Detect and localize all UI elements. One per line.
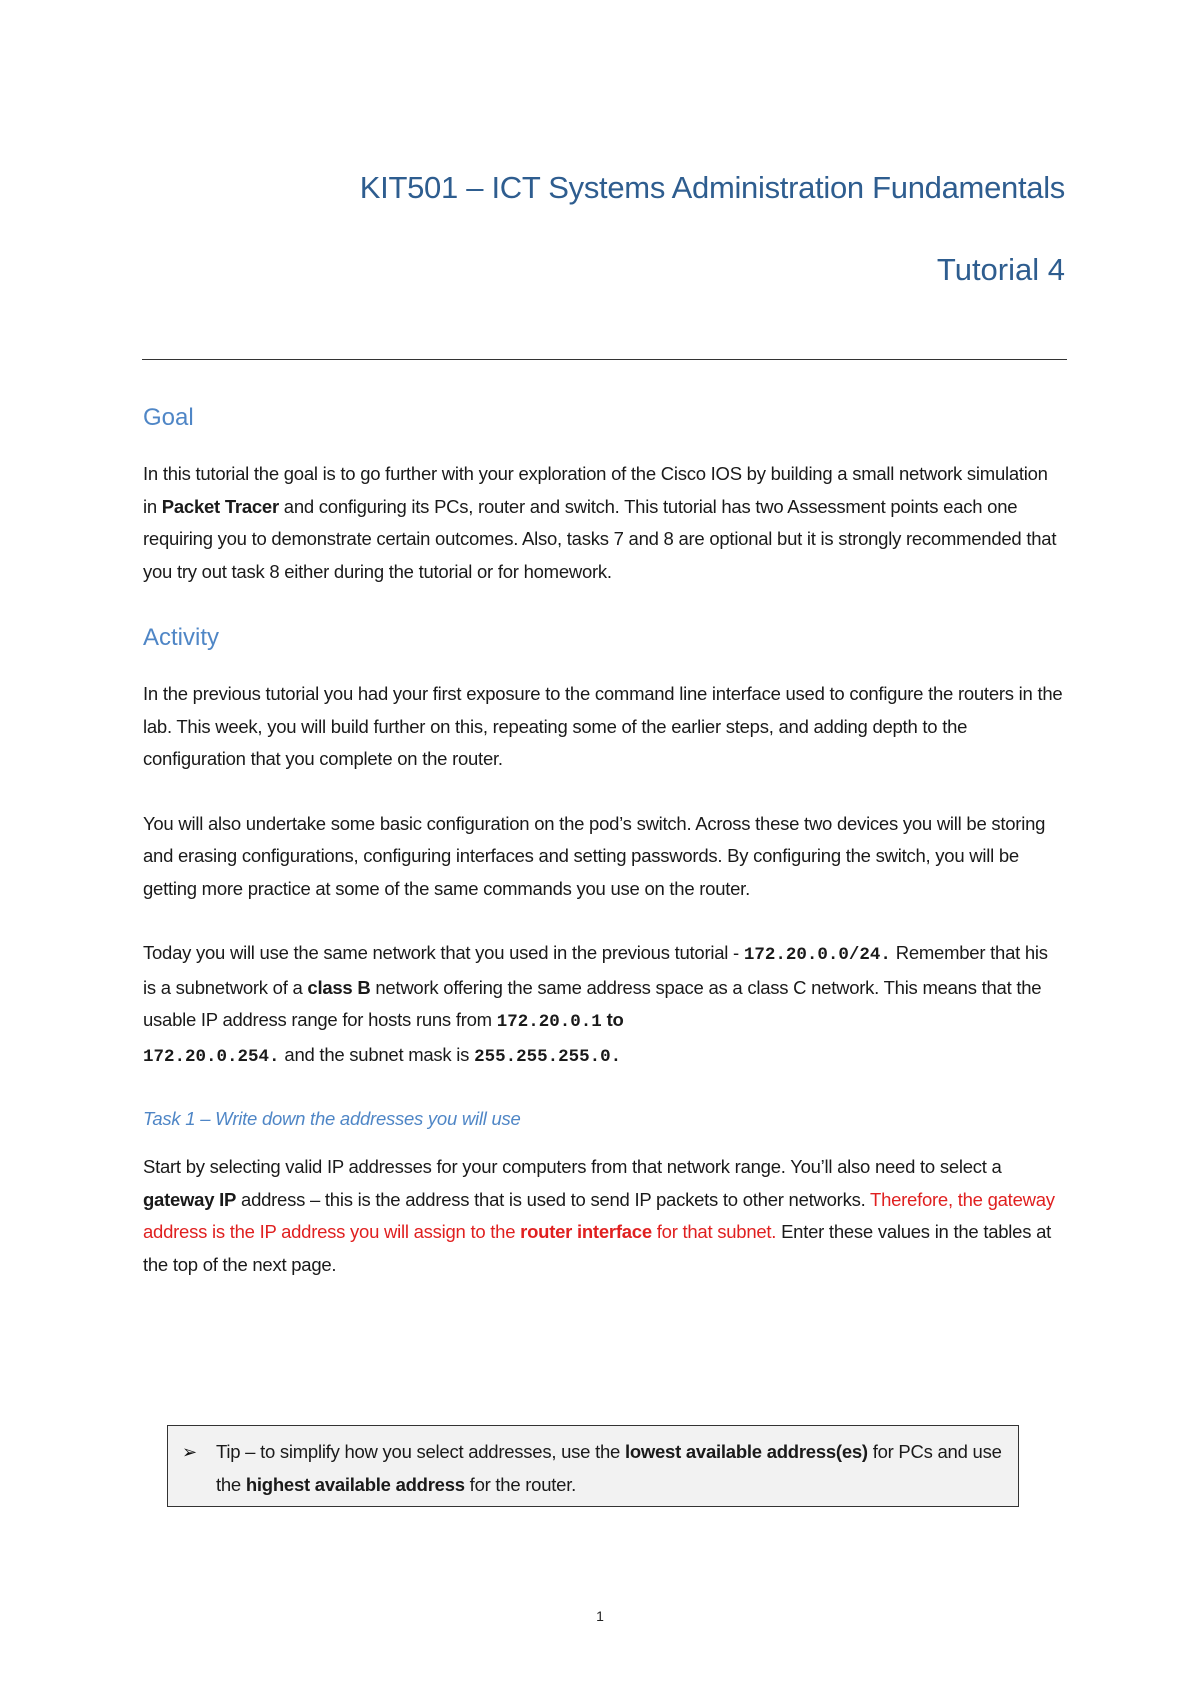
first-host-address: 172.20.0.1 (496, 1012, 602, 1032)
document-subtitle: Tutorial 4 (936, 252, 1065, 287)
network-address: 172.20.0.0/24. (743, 945, 891, 965)
document-title: KIT501 – ICT Systems Administration Fundamentals (359, 170, 1065, 205)
tip-bold-lowest: lowest available address(es) (624, 1441, 868, 1462)
arrow-bullet-icon: ➢ (182, 1442, 198, 1462)
goal-text-2: and configuring its PCs, router and switch. This tutorial has two Assessment points each one requiring you to demonstrate certain outcomes. Also, tasks 7 and 8 are optional but it is strongly recommended that you try out task 8 either during the tutorial or for homework. (143, 495, 1057, 582)
activity-p3-text-3: network offering the same address space as a class C network. This means that the usable IP address range for hosts runs from (143, 976, 1042, 1030)
activity-paragraph-1: In the previous tutorial you had your first exposure to the command line interface used to configure the routers in the lab. This week, you will build further on this, repeating some of the earlier steps, and adding depth to the configuration that you complete on the router. (143, 683, 1063, 769)
tip-text-1: Tip – to simplify how you select addresses, use the (216, 1441, 625, 1462)
goal-heading: Goal (143, 404, 194, 431)
activity-p3-text-4: and the subnet mask is (279, 1043, 475, 1065)
goal-text-1: In this tutorial the goal is to go further with your exploration of the Cisco IOS by building a small network simulation in (143, 463, 1048, 517)
task1-red-text-1: Therefore, the gateway address is the IP address you will assign to the (143, 1188, 1055, 1242)
last-host-address: 172.20.0.254. (143, 1046, 280, 1067)
page-number: 1 (596, 1608, 604, 1624)
router-interface-bold: router interface (520, 1221, 652, 1242)
range-to-word: to (601, 1009, 624, 1030)
activity-p3-text-1: Today you will use the same network that you used in the previous tutorial - (143, 942, 744, 963)
gateway-ip-bold: gateway IP (143, 1188, 237, 1210)
activity-paragraph-2: You will also undertake some basic configuration on the pod’s switch. Across these two devices you will be storing and erasing configurations, configuring interfaces and setting passwords. By configuring the switch, you will be getting more practice at some of the same commands you use on the router. (143, 812, 1046, 899)
goal-bold-packet-tracer: Packet Tracer (161, 495, 279, 517)
tip-text (216, 1436, 1002, 1501)
task1-paragraph (143, 1151, 1063, 1281)
task1-heading: Task 1 – Write down the addresses you will use (143, 1108, 521, 1129)
goal-paragraph (143, 458, 1063, 588)
activity-p3-text-2: Remember that his is a subnetwork of a (143, 942, 1048, 998)
subnet-mask: 255.255.255.0. (474, 1046, 622, 1067)
tip-box (167, 1425, 1019, 1507)
task1-text-3: Enter these values in the tables at the top of the next page. (143, 1221, 1052, 1275)
document-body (143, 398, 1063, 1281)
activity-heading: Activity (143, 624, 220, 651)
class-b-bold: class B (307, 976, 371, 998)
task1-red-text-2: for that subnet. (651, 1221, 777, 1242)
tip-row (182, 1436, 1002, 1501)
tip-bold-highest: highest available address (245, 1473, 465, 1495)
task1-text-1: Start by selecting valid IP addresses for your computers from that network range. You’ll also need to select a (143, 1156, 1002, 1177)
tip-text-2: for PCs and use the (216, 1441, 1002, 1495)
tip-text-3: for the router. (464, 1473, 576, 1495)
activity-paragraph-3 (143, 937, 1063, 1073)
title-divider (142, 359, 1067, 360)
task1-text-2: address – this is the address that is used to send IP packets to other networks. (236, 1188, 871, 1210)
